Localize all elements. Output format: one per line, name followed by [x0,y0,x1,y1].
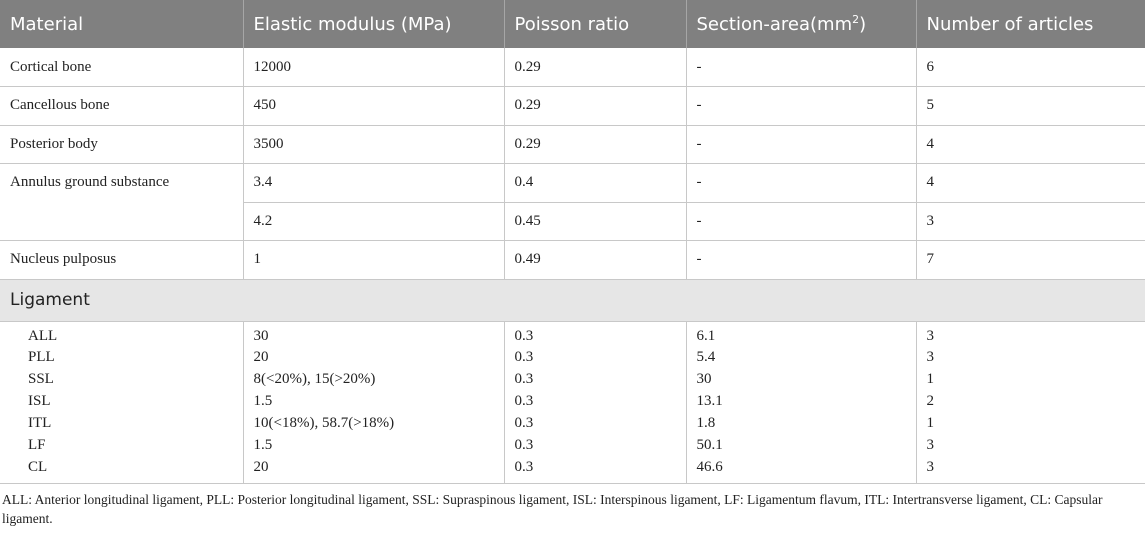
cell-area: 46.6 [686,456,916,484]
cell-poisson: 0.3 [504,434,686,456]
cell-articles: 4 [916,164,1145,203]
cell-articles: 3 [916,321,1145,347]
cell-material: SSL [28,371,54,388]
cell-articles: 2 [916,391,1145,413]
cell-articles: 6 [916,48,1145,87]
header-poisson-ratio: Poisson ratio [504,0,686,48]
table-footnote: ALL: Anterior longitudinal ligament, PLL: Posterior longitudinal ligament, SSL: Supraspinous ligament, ISL: Interspinous ligament, LF: Ligamentum flavum, ITL: Intertransverse ligament, CL: Capsular ligament. [2,492,1103,527]
cell-poisson: 0.3 [504,369,686,391]
cell-area: 13.1 [686,391,916,413]
table-row [0,434,1145,456]
cell-articles: 3 [916,202,1145,241]
table-row [0,456,1145,484]
cell-material: PLL [28,349,55,366]
table-row [0,321,1145,347]
cell-material: ITL [28,414,52,431]
cell-poisson: 0.3 [504,456,686,484]
table-row [0,241,1145,280]
table-row [0,164,1145,203]
cell-poisson: 0.29 [504,87,686,126]
cell-poisson: 0.29 [504,125,686,164]
cell-poisson: 0.4 [504,164,686,203]
cell-modulus: 1.5 [243,434,504,456]
header-section-area-text: Section-area(mm [696,14,853,35]
cell-area: - [686,164,916,203]
cell-material: ISL [28,392,51,409]
cell-material: LF [28,436,46,453]
cell-modulus: 450 [243,87,504,126]
cell-area: 5.4 [686,347,916,369]
cell-material: Cancellous bone [0,87,243,126]
cell-modulus: 1.5 [243,391,504,413]
cell-area: - [686,241,916,280]
cell-material: Posterior body [0,125,243,164]
header-material: Material [0,0,243,48]
cell-modulus: 20 [243,347,504,369]
table-row [0,125,1145,164]
cell-articles: 1 [916,412,1145,434]
section-label: Ligament [0,279,1145,321]
cell-area: - [686,125,916,164]
cell-material: CL [0,456,243,484]
cell-poisson: 0.45 [504,202,686,241]
cell-modulus: 10(<18%), 58.7(>18%) [243,412,504,434]
cell-poisson: 0.3 [504,347,686,369]
cell-modulus: 4.2 [243,202,504,241]
header-section-area-close: ) [859,14,867,35]
cell-modulus: 3.4 [243,164,504,203]
cell-poisson: 0.29 [504,48,686,87]
cell-area: - [686,202,916,241]
cell-poisson: 0.3 [504,391,686,413]
header-section-area-sup: 2 [852,13,860,26]
table-row [0,48,1145,87]
cell-modulus: 12000 [243,48,504,87]
cell-modulus: 30 [243,321,504,347]
cell-area: 50.1 [686,434,916,456]
cell-material: ALL [28,327,58,344]
table-row [0,391,1145,413]
cell-poisson: 0.3 [504,412,686,434]
cell-material: Annulus ground substance [0,164,243,241]
header-section-area [686,0,916,48]
cell-modulus: 1 [243,241,504,280]
header-number-of-articles: Number of articles [916,0,1145,48]
cell-articles: 3 [916,456,1145,484]
cell-material: Cortical bone [0,48,243,87]
table-row [0,347,1145,369]
cell-poisson: 0.3 [504,321,686,347]
section-row-ligament [0,279,1145,321]
cell-area: - [686,48,916,87]
cell-area: - [686,87,916,126]
cell-articles: 7 [916,241,1145,280]
cell-modulus: 20 [243,456,504,484]
table-row [0,412,1145,434]
cell-articles: 5 [916,87,1145,126]
header-row [0,0,1145,48]
cell-articles: 1 [916,369,1145,391]
cell-articles: 4 [916,125,1145,164]
cell-material: Nucleus pulposus [0,241,243,280]
header-elastic-modulus: Elastic modulus (MPa) [243,0,504,48]
cell-area: 30 [686,369,916,391]
cell-modulus: 8(<20%), 15(>20%) [243,369,504,391]
cell-area: 1.8 [686,412,916,434]
cell-articles: 3 [916,434,1145,456]
table-row [0,87,1145,126]
cell-articles: 3 [916,347,1145,369]
cell-area: 6.1 [686,321,916,347]
cell-modulus: 3500 [243,125,504,164]
table-row [0,369,1145,391]
cell-poisson: 0.49 [504,241,686,280]
